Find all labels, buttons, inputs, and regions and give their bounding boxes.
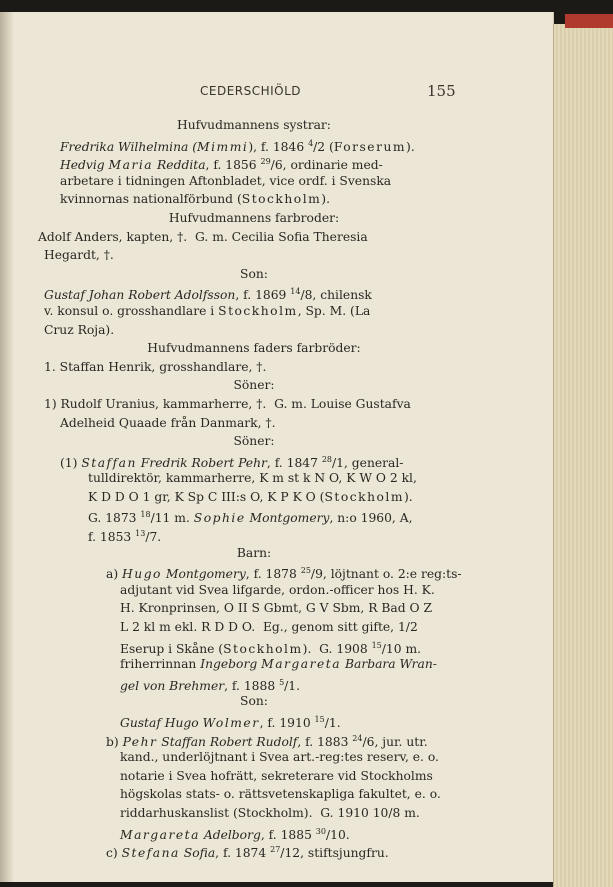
text-line: högskolas stats- o. rättsvetenskapliga fakultet, e. o.: [120, 787, 441, 802]
text-line: Gustaf Johan Robert Adolfsson, f. 1869 $^{14}$/8, chilensk: [44, 287, 372, 303]
section-heading: Son:: [240, 694, 268, 709]
genealogy-text: [38, 116, 464, 861]
section-heading: Söner:: [233, 378, 275, 393]
text-line: a) Hugo Montgomery, f. 1878 $^{25}$/9, löjtnant o. 2:e reg:ts-: [106, 566, 462, 582]
text-line: c) Stefana Sofia, f. 1874 $^{27}$/12, stiftsjungfru.: [106, 845, 389, 861]
text-line: Hegardt, †.: [44, 248, 114, 263]
text-line: L 2 kl m ekl. R D D O. Eg., genom sitt gifte, 1/2: [120, 620, 418, 635]
text-line: (1) Staffan Fredrik Robert Pehr, f. 1847 $^{28}$/1, general-: [60, 454, 404, 470]
text-line: 1) Rudolf Uranius, kammarherre, †. G. m. Louise Gustafva: [44, 396, 411, 411]
text-line: f. 1853 $^{13}$/7.: [88, 529, 162, 545]
section-heading: Son:: [240, 266, 268, 281]
text-line: 1. Staffan Henrik, grosshandlare, †.: [44, 359, 267, 374]
text-line: Fredrika Wilhelmina (Mimmi), f. 1846 $^4$/2 (Forserum).: [60, 138, 415, 154]
text-line: Eserup i Skåne (Stockholm). G. 1908 $^{15}$/10 m.: [120, 640, 422, 656]
text-line: Cruz Roja).: [44, 322, 115, 337]
gutter-shadow: [0, 12, 14, 882]
section-heading: Hufvudmannens systrar:: [177, 118, 331, 132]
text-line: Hedvig Maria Reddita, f. 1856 $^{29}$/6, ordinarie med-: [60, 157, 383, 173]
text-line: v. konsul o. grosshandlare i Stockholm, Sp. M. (La: [44, 303, 371, 318]
cover-edge: [565, 14, 613, 28]
section-heading: Hufvudmannens faders farbröder:: [147, 341, 361, 356]
section-heading: Söner:: [233, 434, 275, 449]
section-heading: Hufvudmannens farbroder:: [168, 210, 340, 225]
text-line: arbetare i tidningen Aftonbladet, vice ordf. i Svenska: [60, 173, 392, 188]
text-line: H. Kronprinsen, O II S Gbmt, G V Sbm, R Bad O Z: [120, 601, 433, 616]
text-line: Adelheid Quaade från Danmark, †.: [60, 415, 276, 430]
text-line: Adolf Anders, kapten, †. G. m. Cecilia Sofia Theresia: [38, 229, 368, 244]
text-line: kand., underlöjtnant i Svea art.-reg:tes reserv, e. o.: [120, 750, 439, 765]
running-head: CEDERSCHIÖLD: [200, 84, 302, 98]
text-line: Gustaf Hugo Wolmer, f. 1910 $^{15}$/1.: [120, 715, 341, 730]
text-line: tulldirektör, kammarherre, K m st k N O, K W O 2 kl,: [88, 471, 417, 486]
text-line: friherrinnan Ingeborg Margareta Barbara Wran-: [120, 657, 437, 672]
page-number: 155: [427, 82, 456, 100]
text-line: kvinnornas nationalförbund (Stockholm).: [60, 192, 331, 207]
text-line: notarie i Svea hofrätt, sekreterare vid Stockholms: [120, 768, 433, 783]
section-heading: Barn:: [236, 545, 272, 560]
text-line: Margareta Adelborg, f. 1885 $^{30}$/10.: [120, 826, 350, 842]
text-line: adjutant vid Svea lifgarde, ordon.-officer hos H. K.: [120, 582, 435, 597]
text-line: K D D O 1 gr, K Sp C III:s O, K P K O (Stockholm).: [88, 489, 413, 504]
page-edges: [553, 24, 613, 887]
text-line: b) Pehr Staffan Robert Rudolf, f. 1883 $^{24}$/6, jur. utr.: [106, 733, 428, 749]
text-line: gel von Brehmer, f. 1888 $^5$/1.: [120, 677, 301, 693]
text-line: riddarhuskanslist (Stockholm). G. 1910 10/8 m.: [120, 805, 420, 820]
text-line: G. 1873 $^{18}$/11 m. Sophie Montgomery, n:o 1960, A,: [88, 510, 413, 526]
